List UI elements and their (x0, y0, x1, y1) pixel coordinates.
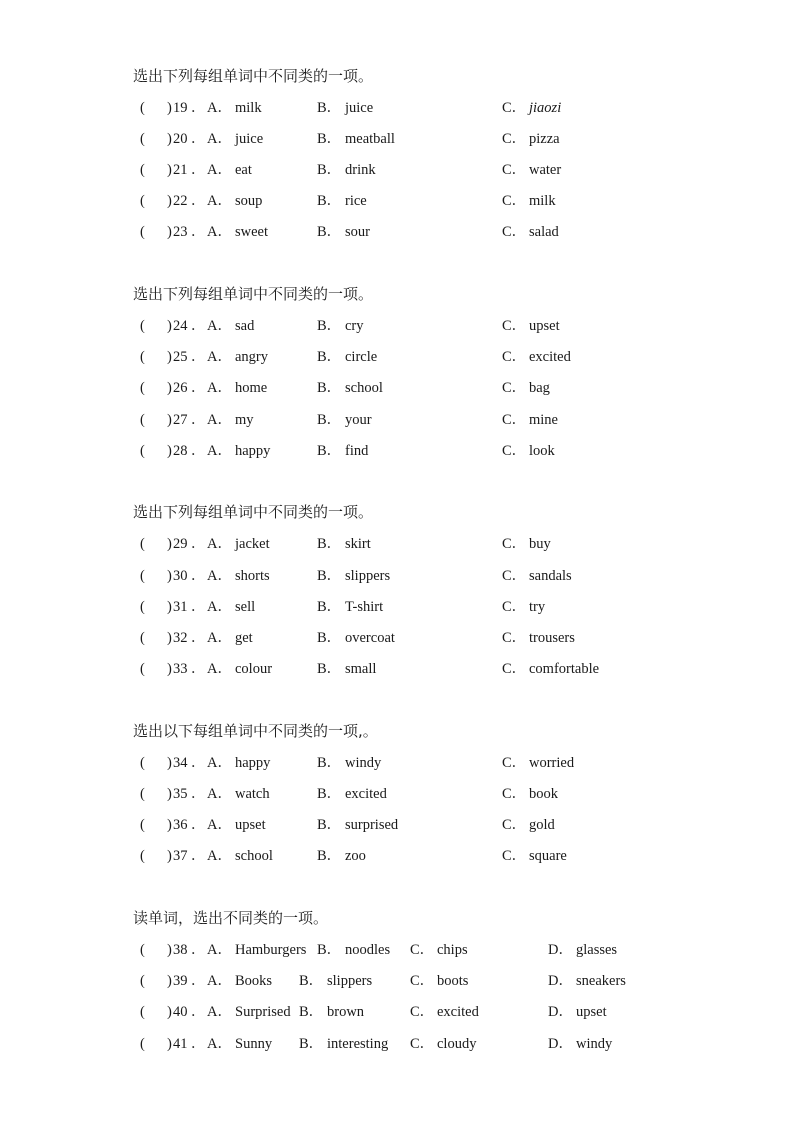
option-a-text: happy (235, 755, 271, 771)
number-dot: ． (191, 1036, 206, 1052)
option-b-text: drink (345, 162, 376, 178)
option-a-label: A． (207, 536, 232, 552)
option-a-label: A． (207, 1004, 232, 1020)
option-d-label: D． (548, 973, 573, 989)
option-a-text: colour (235, 661, 273, 677)
question-row (0, 158, 794, 182)
answer-bracket-close: ) (167, 568, 172, 584)
question-row (0, 938, 794, 962)
number-dot: ． (191, 536, 206, 552)
question-row (0, 314, 794, 338)
option-a-text: upset (235, 817, 266, 833)
option-c-text: book (529, 786, 558, 802)
option-c-text: bag (529, 380, 550, 396)
option-d-text: sneakers (576, 973, 626, 989)
number-dot: ． (191, 412, 206, 428)
question-number: 27 (173, 412, 188, 428)
option-b-label: B． (317, 131, 342, 147)
question-row (0, 564, 794, 588)
option-b-text: slippers (327, 973, 373, 989)
answer-bracket-open[interactable]: ( (140, 100, 145, 116)
option-c-text: boots (437, 973, 469, 989)
answer-bracket-close: ) (167, 630, 172, 646)
question-row (0, 969, 794, 993)
option-a-label: A． (207, 942, 232, 958)
question-number: 19 (173, 100, 188, 116)
option-a-text: watch (235, 786, 270, 802)
option-d-label: D． (548, 1036, 573, 1052)
option-a-label: A． (207, 817, 232, 833)
answer-bracket-close: ) (167, 224, 172, 240)
option-a-label: A． (207, 786, 232, 802)
option-a-text: Surprised (235, 1004, 291, 1020)
answer-bracket-close: ) (167, 349, 172, 365)
answer-bracket-close: ) (167, 661, 172, 677)
question-row (0, 813, 794, 837)
option-b-label: B． (317, 755, 342, 771)
option-c-label: C． (502, 349, 527, 365)
option-a-text: happy (235, 443, 271, 459)
option-d-text: upset (576, 1004, 607, 1020)
number-dot: ． (191, 973, 206, 989)
question-number: 40 (173, 1004, 188, 1020)
option-b-label: B． (317, 568, 342, 584)
question-row (0, 844, 794, 868)
number-dot: ． (191, 349, 206, 365)
section-title: 选出下列每组单词中不同类的一项。 (133, 285, 374, 303)
option-c-label: C． (502, 100, 527, 116)
answer-bracket-close: ) (167, 318, 172, 334)
option-c-text: square (529, 848, 567, 864)
option-a-label: A． (207, 349, 232, 365)
option-b-label: B． (317, 848, 342, 864)
option-c-text: jiaozi (529, 100, 562, 116)
option-a-text: jacket (235, 536, 270, 552)
answer-bracket-close: ) (167, 443, 172, 459)
option-b-text: small (345, 661, 377, 677)
option-b-text: school (345, 380, 383, 396)
option-b-label: B． (317, 318, 342, 334)
option-a-label: A． (207, 380, 232, 396)
option-b-label: B． (317, 380, 342, 396)
question-number: 37 (173, 848, 188, 864)
option-a-label: A． (207, 100, 232, 116)
option-a-label: A． (207, 661, 232, 677)
option-c-label: C． (502, 380, 527, 396)
answer-bracket-open[interactable]: ( (140, 162, 145, 178)
option-a-label: A． (207, 568, 232, 584)
option-a-label: A． (207, 412, 232, 428)
option-a-label: A． (207, 848, 232, 864)
option-c-label: C． (502, 131, 527, 147)
option-a-text: eat (235, 162, 252, 178)
question-row (0, 189, 794, 213)
question-row (0, 751, 794, 775)
option-a-label: A． (207, 630, 232, 646)
option-a-label: A． (207, 1036, 232, 1052)
option-d-label: D． (548, 942, 573, 958)
question-row (0, 626, 794, 650)
option-c-label: C． (502, 318, 527, 334)
option-c-label: C． (502, 568, 527, 584)
question-number: 39 (173, 973, 188, 989)
option-a-text: Sunny (235, 1036, 273, 1052)
number-dot: ． (191, 942, 206, 958)
option-a-label: A． (207, 599, 232, 615)
section-title: 选出以下每组单词中不同类的一项,。 (133, 722, 378, 740)
option-a-text: sell (235, 599, 256, 615)
option-c-text: trousers (529, 630, 575, 646)
option-c-text: mine (529, 412, 558, 428)
number-dot: ． (191, 848, 206, 864)
option-b-text: rice (345, 193, 367, 209)
answer-bracket-open[interactable]: ( (140, 817, 145, 833)
option-b-text: juice (345, 100, 374, 116)
question-number: 25 (173, 349, 188, 365)
option-a-label: A． (207, 162, 232, 178)
question-number: 30 (173, 568, 188, 584)
option-b-label: B． (299, 1036, 324, 1052)
option-c-label: C． (410, 1004, 435, 1020)
question-row (0, 439, 794, 463)
option-d-text: windy (576, 1036, 613, 1052)
answer-bracket-open[interactable]: ( (140, 349, 145, 365)
option-c-text: excited (529, 349, 571, 365)
option-a-label: A． (207, 193, 232, 209)
option-a-text: milk (235, 100, 262, 116)
answer-bracket-open[interactable]: ( (140, 318, 145, 334)
option-b-label: B． (317, 630, 342, 646)
number-dot: ． (191, 568, 206, 584)
option-b-label: B． (317, 349, 342, 365)
number-dot: ． (191, 318, 206, 334)
option-b-label: B． (317, 817, 342, 833)
number-dot: ． (191, 443, 206, 459)
number-dot: ． (191, 380, 206, 396)
option-a-text: Books (235, 973, 273, 989)
option-a-label: A． (207, 443, 232, 459)
option-b-text: windy (345, 755, 382, 771)
option-b-text: slippers (345, 568, 391, 584)
option-c-label: C． (502, 661, 527, 677)
option-c-text: excited (437, 1004, 479, 1020)
option-b-label: B． (317, 412, 342, 428)
question-row (0, 345, 794, 369)
question-row (0, 532, 794, 556)
answer-bracket-open[interactable]: ( (140, 131, 145, 147)
option-c-text: chips (437, 942, 468, 958)
option-c-label: C． (502, 755, 527, 771)
question-number: 20 (173, 131, 188, 147)
answer-bracket-close: ) (167, 100, 172, 116)
number-dot: ． (191, 599, 206, 615)
answer-bracket-open[interactable]: ( (140, 786, 145, 802)
option-b-text: zoo (345, 848, 366, 864)
option-b-label: B． (317, 942, 342, 958)
number-dot: ． (191, 1004, 206, 1020)
number-dot: ． (191, 224, 206, 240)
question-row (0, 96, 794, 120)
option-c-label: C． (410, 973, 435, 989)
question-row (0, 1000, 794, 1024)
option-b-text: cry (345, 318, 364, 334)
number-dot: ． (191, 193, 206, 209)
option-b-text: meatball (345, 131, 395, 147)
option-c-label: C． (502, 848, 527, 864)
number-dot: ． (191, 661, 206, 677)
option-c-text: cloudy (437, 1036, 477, 1052)
number-dot: ． (191, 786, 206, 802)
option-a-label: A． (207, 318, 232, 334)
option-c-label: C． (502, 193, 527, 209)
number-dot: ． (191, 131, 206, 147)
option-a-text: school (235, 848, 273, 864)
question-row (0, 127, 794, 151)
option-a-text: soup (235, 193, 263, 209)
number-dot: ． (191, 162, 206, 178)
option-a-text: shorts (235, 568, 270, 584)
answer-bracket-open[interactable]: ( (140, 380, 145, 396)
option-c-label: C． (502, 412, 527, 428)
option-b-label: B． (317, 443, 342, 459)
answer-bracket-open[interactable]: ( (140, 443, 145, 459)
option-c-label: C． (502, 224, 527, 240)
option-b-label: B． (317, 100, 342, 116)
question-number: 26 (173, 380, 188, 396)
option-c-label: C． (502, 817, 527, 833)
option-c-text: sandals (529, 568, 572, 584)
option-c-label: C． (502, 786, 527, 802)
option-a-label: A． (207, 131, 232, 147)
answer-bracket-close: ) (167, 162, 172, 178)
question-number: 23 (173, 224, 188, 240)
option-a-label: A． (207, 224, 232, 240)
question-row (0, 220, 794, 244)
option-c-label: C． (502, 599, 527, 615)
option-a-text: juice (235, 131, 264, 147)
option-b-label: B． (317, 193, 342, 209)
answer-bracket-open[interactable]: ( (140, 661, 145, 677)
option-b-text: surprised (345, 817, 399, 833)
option-c-text: water (529, 162, 562, 178)
answer-bracket-close: ) (167, 1036, 172, 1052)
option-c-text: worried (529, 755, 575, 771)
option-c-label: C． (410, 1036, 435, 1052)
number-dot: ． (191, 817, 206, 833)
option-a-text: sad (235, 318, 255, 334)
option-c-text: gold (529, 817, 555, 833)
option-b-label: B． (317, 661, 342, 677)
option-a-text: my (235, 412, 254, 428)
option-a-label: A． (207, 973, 232, 989)
option-c-label: C． (502, 630, 527, 646)
answer-bracket-open[interactable]: ( (140, 599, 145, 615)
option-a-text: Hamburgers (235, 942, 307, 958)
option-c-text: milk (529, 193, 556, 209)
answer-bracket-close: ) (167, 412, 172, 428)
answer-bracket-close: ) (167, 817, 172, 833)
answer-bracket-close: ) (167, 131, 172, 147)
question-number: 22 (173, 193, 188, 209)
option-b-text: your (345, 412, 372, 428)
answer-bracket-open[interactable]: ( (140, 568, 145, 584)
answer-bracket-open[interactable]: ( (140, 942, 145, 958)
question-row (0, 1032, 794, 1056)
option-b-text: interesting (327, 1036, 389, 1052)
answer-bracket-open[interactable]: ( (140, 193, 145, 209)
option-c-text: try (529, 599, 546, 615)
option-b-label: B． (317, 536, 342, 552)
option-a-text: sweet (235, 224, 269, 240)
answer-bracket-close: ) (167, 755, 172, 771)
answer-bracket-close: ) (167, 193, 172, 209)
option-c-text: comfortable (529, 661, 600, 677)
question-number: 28 (173, 443, 188, 459)
option-b-text: T-shirt (345, 599, 384, 615)
answer-bracket-close: ) (167, 380, 172, 396)
option-c-text: look (529, 443, 555, 459)
option-b-label: B． (317, 786, 342, 802)
answer-bracket-close: ) (167, 973, 172, 989)
answer-bracket-open[interactable]: ( (140, 630, 145, 646)
question-row (0, 657, 794, 681)
number-dot: ． (191, 755, 206, 771)
answer-bracket-open[interactable]: ( (140, 536, 145, 552)
question-number: 24 (173, 318, 188, 334)
answer-bracket-open[interactable]: ( (140, 848, 145, 864)
question-number: 36 (173, 817, 188, 833)
answer-bracket-close: ) (167, 848, 172, 864)
option-a-text: home (235, 380, 268, 396)
answer-bracket-close: ) (167, 786, 172, 802)
section-title: 选出下列每组单词中不同类的一项。 (133, 503, 374, 521)
question-number: 35 (173, 786, 188, 802)
number-dot: ． (191, 630, 206, 646)
option-b-label: B． (299, 973, 324, 989)
answer-bracket-close: ) (167, 536, 172, 552)
question-row (0, 376, 794, 400)
option-d-label: D． (548, 1004, 573, 1020)
option-c-label: C． (410, 942, 435, 958)
question-row (0, 595, 794, 619)
option-c-text: salad (529, 224, 559, 240)
option-b-label: B． (299, 1004, 324, 1020)
answer-bracket-open[interactable]: ( (140, 1004, 145, 1020)
option-c-label: C． (502, 536, 527, 552)
question-number: 41 (173, 1036, 188, 1052)
option-c-label: C． (502, 162, 527, 178)
option-a-text: get (235, 630, 253, 646)
question-number: 34 (173, 755, 188, 771)
number-dot: ． (191, 100, 206, 116)
option-b-label: B． (317, 162, 342, 178)
answer-bracket-close: ) (167, 599, 172, 615)
question-number: 31 (173, 599, 188, 615)
option-c-text: pizza (529, 131, 560, 147)
answer-bracket-open[interactable]: ( (140, 412, 145, 428)
option-d-text: glasses (576, 942, 618, 958)
question-number: 21 (173, 162, 188, 178)
answer-bracket-open[interactable]: ( (140, 973, 145, 989)
answer-bracket-open[interactable]: ( (140, 224, 145, 240)
answer-bracket-open[interactable]: ( (140, 755, 145, 771)
option-c-label: C． (502, 443, 527, 459)
question-number: 38 (173, 942, 188, 958)
question-row (0, 408, 794, 432)
answer-bracket-close: ) (167, 942, 172, 958)
answer-bracket-close: ) (167, 1004, 172, 1020)
option-b-label: B． (317, 224, 342, 240)
question-row (0, 782, 794, 806)
option-a-label: A． (207, 755, 232, 771)
option-b-label: B． (317, 599, 342, 615)
option-c-text: buy (529, 536, 551, 552)
question-number: 29 (173, 536, 188, 552)
option-a-text: angry (235, 349, 269, 365)
option-b-text: skirt (345, 536, 371, 552)
answer-bracket-open[interactable]: ( (140, 1036, 145, 1052)
option-c-text: upset (529, 318, 560, 334)
option-b-text: excited (345, 786, 387, 802)
question-number: 32 (173, 630, 188, 646)
option-b-text: brown (327, 1004, 365, 1020)
option-b-text: find (345, 443, 369, 459)
option-b-text: overcoat (345, 630, 395, 646)
section-title: 读单词，选出不同类的一项。 (133, 909, 329, 927)
question-number: 33 (173, 661, 188, 677)
option-b-text: circle (345, 349, 378, 365)
section-title: 选出下列每组单词中不同类的一项。 (133, 67, 374, 85)
option-b-text: sour (345, 224, 370, 240)
option-b-text: noodles (345, 942, 391, 958)
